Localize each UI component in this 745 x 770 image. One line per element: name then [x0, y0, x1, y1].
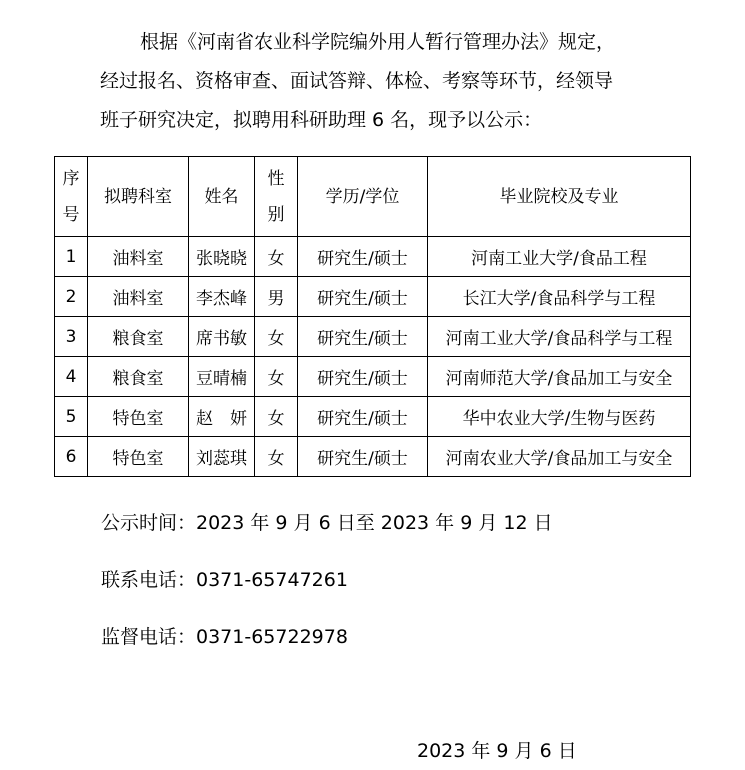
header-dept: 拟聘科室 — [88, 157, 189, 237]
supervision-phone: 监督电话：0371-65722978 — [101, 626, 348, 648]
cell-gender: 女 — [255, 397, 298, 437]
header-seq-char-1: 序 — [62, 168, 80, 189]
cell-seq: 1 — [55, 237, 88, 277]
cell-name: 张晓晓 — [189, 237, 255, 277]
cell-seq: 6 — [55, 437, 88, 477]
intro-line-2: 经过报名、资格审查、面试答辩、体检、考察等环节，经领导 — [100, 70, 614, 92]
cell-school: 河南师范大学/食品加工与安全 — [428, 357, 691, 397]
cell-degree: 研究生/硕士 — [298, 357, 428, 397]
cell-name: 赵 妍 — [189, 397, 255, 437]
intro-line-3: 班子研究决定，拟聘用科研助理 6 名，现予以公示： — [100, 109, 543, 131]
cell-degree: 研究生/硕士 — [298, 317, 428, 357]
header-gender-char-1: 性 — [267, 168, 285, 189]
cell-school: 河南工业大学/食品科学与工程 — [428, 317, 691, 357]
table-row — [55, 237, 691, 277]
intro-line-1: 根据《河南省农业科学院编外用人暂行管理办法》规定， — [140, 31, 616, 53]
header-degree: 学历/学位 — [298, 157, 428, 237]
cell-degree: 研究生/硕士 — [298, 397, 428, 437]
table-row — [55, 317, 691, 357]
cell-school: 河南工业大学/食品工程 — [428, 237, 691, 277]
signature-date: 2023 年 9 月 6 日 — [417, 740, 577, 762]
table-header-row — [55, 157, 691, 237]
cell-dept: 特色室 — [88, 397, 189, 437]
contact-phone: 联系电话：0371-65747261 — [101, 569, 348, 591]
header-seq-char-2: 号 — [62, 204, 80, 225]
cell-dept: 油料室 — [88, 237, 189, 277]
cell-name: 豆晴楠 — [189, 357, 255, 397]
cell-seq: 2 — [55, 277, 88, 317]
header-gender-char-2: 别 — [267, 204, 285, 225]
cell-dept: 特色室 — [88, 437, 189, 477]
header-school: 毕业院校及专业 — [428, 157, 691, 237]
cell-school: 河南农业大学/食品加工与安全 — [428, 437, 691, 477]
cell-name: 李杰峰 — [189, 277, 255, 317]
cell-name: 席书敏 — [189, 317, 255, 357]
cell-gender: 男 — [255, 277, 298, 317]
cell-seq: 4 — [55, 357, 88, 397]
notice-period: 公示时间：2023 年 9 月 6 日至 2023 年 9 月 12 日 — [101, 512, 553, 534]
cell-degree: 研究生/硕士 — [298, 237, 428, 277]
cell-dept: 油料室 — [88, 277, 189, 317]
cell-gender: 女 — [255, 317, 298, 357]
header-seq — [55, 157, 88, 237]
table-row — [55, 397, 691, 437]
hire-table — [54, 156, 691, 477]
cell-school: 长江大学/食品科学与工程 — [428, 277, 691, 317]
cell-gender: 女 — [255, 437, 298, 477]
cell-degree: 研究生/硕士 — [298, 277, 428, 317]
cell-dept: 粮食室 — [88, 317, 189, 357]
cell-degree: 研究生/硕士 — [298, 437, 428, 477]
table-row — [55, 437, 691, 477]
table-row — [55, 357, 691, 397]
intro-paragraph — [100, 23, 660, 140]
cell-school: 华中农业大学/生物与医药 — [428, 397, 691, 437]
cell-seq: 3 — [55, 317, 88, 357]
cell-gender: 女 — [255, 237, 298, 277]
cell-gender: 女 — [255, 357, 298, 397]
cell-dept: 粮食室 — [88, 357, 189, 397]
cell-seq: 5 — [55, 397, 88, 437]
cell-name: 刘蕊琪 — [189, 437, 255, 477]
header-name: 姓名 — [189, 157, 255, 237]
table-row — [55, 277, 691, 317]
header-gender — [255, 157, 298, 237]
